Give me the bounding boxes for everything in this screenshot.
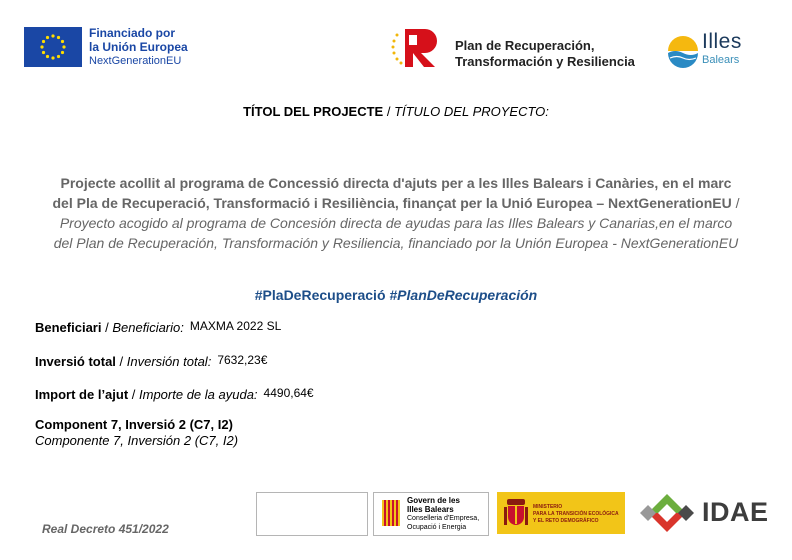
aid-label-ca: Import de l’ajut bbox=[35, 387, 129, 402]
prtr-line-2: Transformación y Resiliencia bbox=[455, 54, 635, 69]
description-ca: Projecte acollit al programa de Concessió directa d'ajuts per a les Illes Balears i Canàries, en el marc del Pla de Recuperació, Transformació i Resiliència, finançat per la Unió Europea – NextGenerationEU bbox=[52, 175, 732, 211]
prtr-line-1: Plan de Recuperación, bbox=[455, 38, 595, 53]
empty-logo-box bbox=[256, 492, 368, 536]
ministry-line-2: PARA LA TRANSICIÓN ECOLÓGICA bbox=[533, 511, 619, 517]
description-es: Proyecto acogido al programa de Concesión directa de ayudas para las Illes Balears y Canarias,en el marco del Plan de Recuperación, Transformación y Resiliencia, financiado por la Unión Europea - NextGenerationEU bbox=[53, 215, 739, 251]
decree-reference: Real Decreto 451/2022 bbox=[42, 522, 169, 536]
govern-line-3: Conselleria d'Empresa, bbox=[407, 515, 480, 522]
beneficiary-label-es: Beneficiario: bbox=[112, 320, 184, 335]
investment-label-ca: Inversió total bbox=[35, 354, 116, 369]
eu-flag-icon bbox=[24, 27, 82, 67]
illes-sub: Balears bbox=[702, 54, 740, 66]
beneficiary-label-ca: Beneficiari bbox=[35, 320, 102, 335]
total-investment-field: Inversió total / Inversión total: 7632,23€ bbox=[35, 353, 268, 369]
investment-value: 7632,23€ bbox=[217, 353, 268, 367]
description-separator: / bbox=[731, 195, 740, 211]
illes-balears-logo-icon bbox=[666, 34, 700, 68]
govern-balears-icon bbox=[380, 498, 402, 528]
aid-amount-field: Import de l’ajut / Importe de la ayuda: 4490,64€ bbox=[35, 386, 314, 402]
project-title-es: TÍTULO DEL PROYECTO: bbox=[394, 104, 549, 119]
component-ca: Component 7, Inversió 2 (C7, I2) bbox=[35, 417, 233, 432]
idae-logo-icon bbox=[638, 492, 696, 534]
project-title bbox=[0, 104, 792, 119]
investment-label-es: Inversión total: bbox=[126, 354, 212, 369]
govern-line-4: Ocupació i Energia bbox=[407, 524, 467, 531]
project-title-ca: TÍTOL DEL PROJECTE bbox=[243, 104, 384, 119]
hashtags bbox=[0, 287, 792, 303]
eu-funding-text bbox=[89, 26, 239, 68]
eu-line-1: Financiado por bbox=[89, 26, 176, 40]
project-description bbox=[50, 173, 742, 253]
illes-balears-text bbox=[702, 30, 772, 66]
ministry-text bbox=[533, 504, 623, 525]
hashtag-ca: #PlaDeRecuperació bbox=[254, 287, 386, 303]
prtr-text bbox=[455, 38, 665, 70]
eu-line-2: la Unión Europea bbox=[89, 40, 188, 54]
component-es: Componente 7, Inversión 2 (C7, I2) bbox=[35, 433, 239, 448]
aid-label-es: Importe de la ayuda: bbox=[139, 387, 258, 402]
spain-crest-icon bbox=[503, 497, 529, 529]
eu-line-3: NextGenerationEU bbox=[89, 55, 182, 67]
ministry-line-3: Y EL RETO DEMOGRÁFICO bbox=[533, 518, 599, 524]
beneficiary-field: Beneficiari / Beneficiario: MAXMA 2022 SL bbox=[35, 319, 282, 335]
component-field bbox=[35, 417, 238, 449]
project-title-separator: / bbox=[383, 104, 395, 119]
idae-text: IDAE bbox=[702, 497, 769, 527]
govern-line-1: Govern de les bbox=[407, 496, 460, 505]
govern-line-2: Illes Balears bbox=[407, 505, 454, 514]
govern-balears-text bbox=[407, 496, 485, 532]
beneficiary-value: MAXMA 2022 SL bbox=[189, 319, 282, 333]
ministry-line-1: MINISTERIO bbox=[533, 504, 563, 510]
prtr-logo-icon bbox=[391, 25, 443, 69]
hashtag-es: #PlanDeRecuperación bbox=[389, 287, 538, 303]
illes-name: Illes bbox=[702, 30, 742, 53]
aid-value: 4490,64€ bbox=[263, 386, 314, 400]
